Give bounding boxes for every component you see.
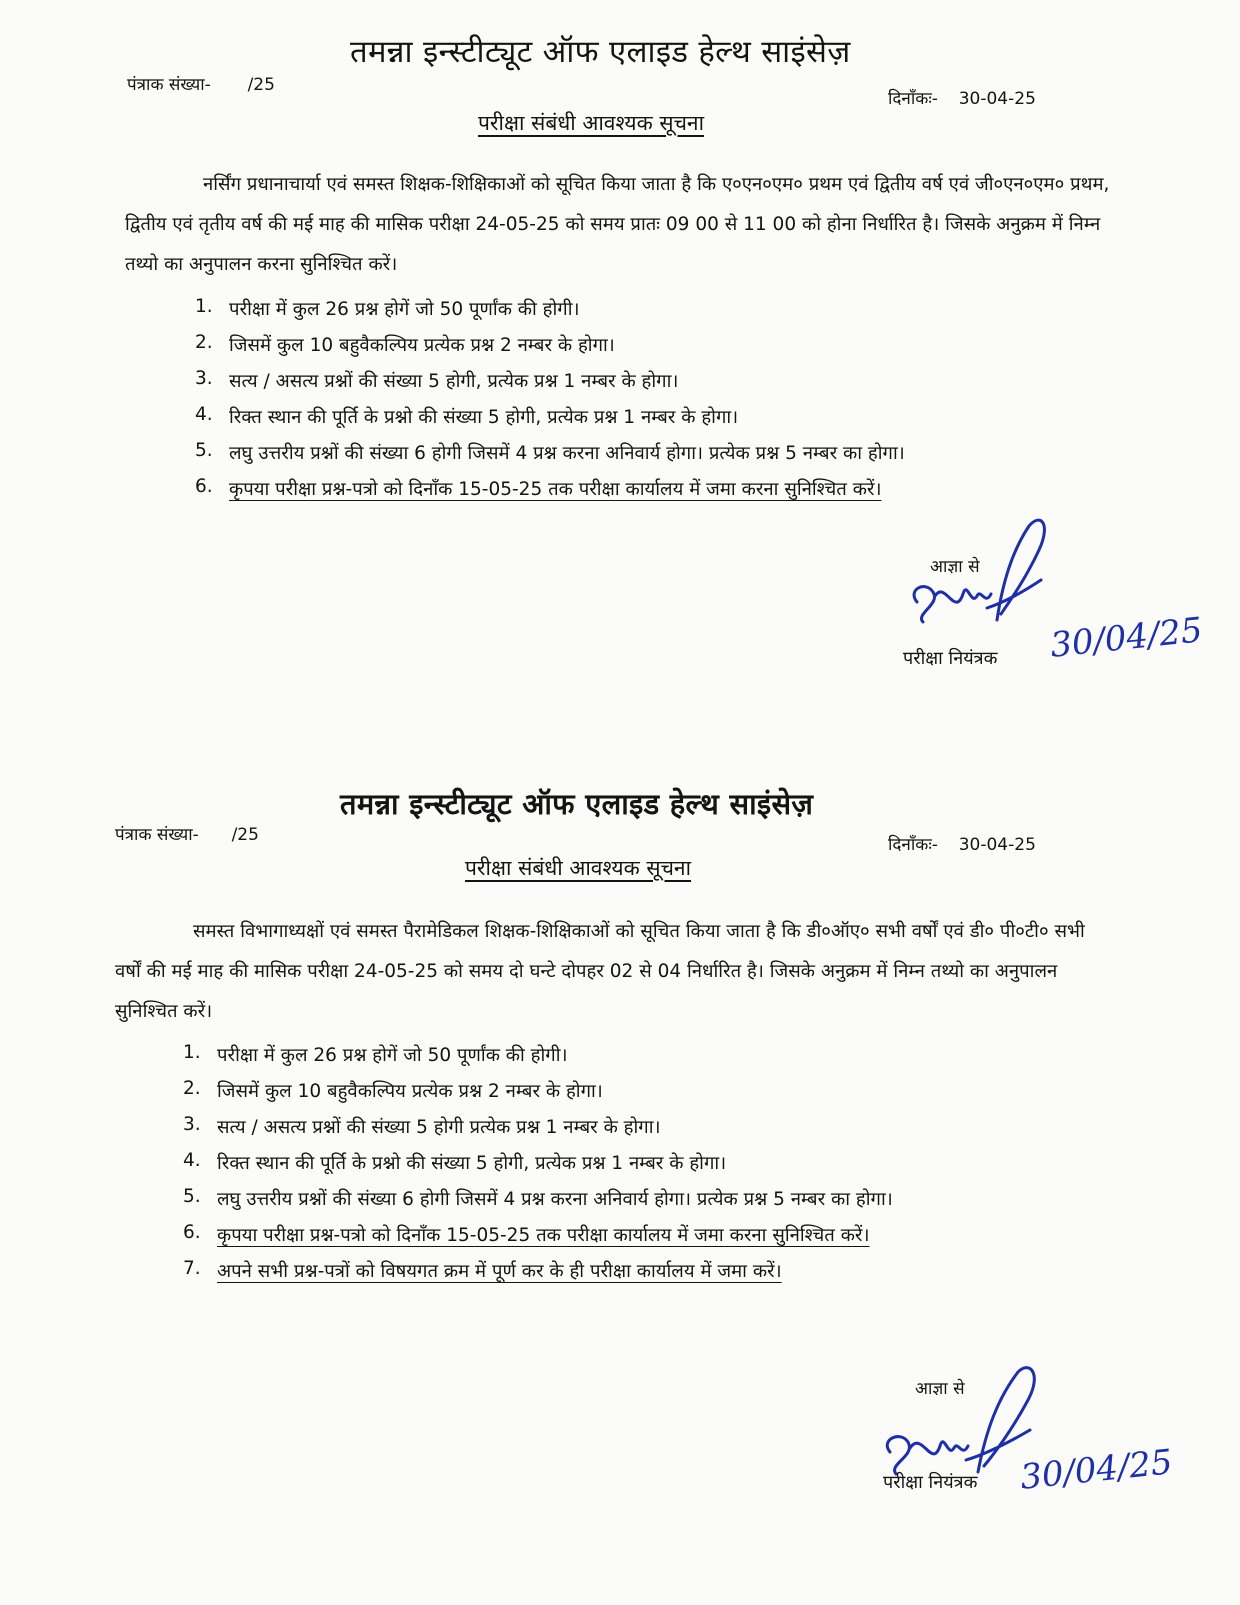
date-label: दिनाँकः- xyxy=(888,835,938,855)
signature-date: 30/04/25 xyxy=(1048,610,1205,666)
letter-number-value: /25 xyxy=(247,75,275,95)
notice-date xyxy=(888,832,1036,855)
notice-1 xyxy=(0,0,1240,760)
by-order-text: आज्ञा से xyxy=(930,557,980,577)
list-item: 4. रिक्त स्थान की पूर्ति के प्रश्नो की संख्या 5 होगी, प्रत्येक प्रश्न 1 नम्बर के होगा। xyxy=(183,1150,727,1174)
by-order-text: आज्ञा से xyxy=(915,1379,965,1399)
notice-date xyxy=(888,86,1036,109)
date-value: 30-04-25 xyxy=(958,835,1036,855)
institute-title: तमन्ना इन्स्टीट्यूट ऑफ एलाइड हेल्थ साइंसेज़ xyxy=(340,787,814,821)
letter-number-label: पंत्राक संख्या- xyxy=(127,75,211,95)
institute-title: तमन्ना इन्स्टीट्यूट ऑफ एलाइड हेल्थ साइंसेज़ xyxy=(350,34,851,70)
notice-subject: परीक्षा संबंधी आवश्यक सूचना xyxy=(465,856,692,880)
notice-paragraph: समस्त विभागाध्यक्षों एवं समस्त पैरामेडिकल शिक्षक-शिक्षिकाओं को सूचित किया जाता है कि डी०ऑए० सभी वर्षों एवं डी० पी०टी० सभी वर्षों की मई माह की मासिक परीक्षा 24-05-25 को समय दो घन्टे दोपहर 02 से 04 निर्धारित है। जिसके अनुक्रम में निम्न तथ्यो का अनुपालन सुनिश्चित करें। xyxy=(115,921,1085,1022)
list-item: 3. सत्य / असत्य प्रश्नों की संख्या 5 होगी प्रत्येक प्रश्न 1 नम्बर के होगा। xyxy=(183,1114,661,1138)
list-item: 6. कृपया परीक्षा प्रश्न-पत्रो को दिनाँक 15-05-25 तक परीक्षा कार्यालय में जमा करना सुनिश्चित करें। xyxy=(195,476,882,500)
list-item: 3. सत्य / असत्य प्रश्नों की संख्या 5 होगी, प्रत्येक प्रश्न 1 नम्बर के होगा। xyxy=(195,368,679,392)
instruction-list xyxy=(195,296,905,512)
letter-number-value: /25 xyxy=(231,825,259,845)
list-item: 5. लघु उत्तरीय प्रश्नों की संख्या 6 होगी जिसमें 4 प्रश्न करना अनिवार्य होगा। प्रत्येक प्रश्न 5 नम्बर का होगा। xyxy=(195,440,905,464)
instruction-list xyxy=(183,1042,893,1294)
exam-controller-title: परीक्षा नियंत्रक xyxy=(883,1472,978,1493)
list-item: 2. जिसमें कुल 10 बहुवैकल्पिय प्रत्येक प्रश्न 2 नम्बर के होगा। xyxy=(183,1078,603,1102)
list-item: 2. जिसमें कुल 10 बहुवैकल्पिय प्रत्येक प्रश्न 2 नम्बर के होगा। xyxy=(195,332,615,356)
list-item: 4. रिक्त स्थान की पूर्ति के प्रश्नो की संख्या 5 होगी, प्रत्येक प्रश्न 1 नम्बर के होगा। xyxy=(195,404,739,428)
exam-controller-title: परीक्षा नियंत्रक xyxy=(903,648,998,669)
list-item: 1. परीक्षा में कुल 26 प्रश्न होगें जो 50 पूर्णांक की होगी। xyxy=(195,296,580,320)
list-item: 5. लघु उत्तरीय प्रश्नों की संख्या 6 होगी जिसमें 4 प्रश्न करना अनिवार्य होगा। प्रत्येक प्रश्न 5 नम्बर का होगा। xyxy=(183,1186,893,1210)
notice-paragraph: नर्सिंग प्रधानाचार्या एवं समस्त शिक्षक-शिक्षिकाओं को सूचित किया जाता है कि ए०एन०एम० प्रथम एवं द्वितीय वर्ष एवं जी०एन०एम० प्रथम, द्वितीय एवं तृतीय वर्ष की मई माह की मासिक परीक्षा 24-05-25 को समय प्रातः 09 00 से 11 00 को होना निर्धारित है। जिसके अनुक्रम में निम्न तथ्यो का अनुपालन करना सुनिश्चित करें। xyxy=(125,174,1110,275)
list-item: 7. अपने सभी प्रश्न-पत्रों को विषयगत क्रम में पूर्ण कर के ही परीक्षा कार्यालय में जमा करें। xyxy=(183,1258,782,1282)
notice-2 xyxy=(0,760,1240,1605)
date-label: दिनाँकः- xyxy=(888,89,938,109)
letter-number xyxy=(115,822,259,845)
notice-subject: परीक्षा संबंधी आवश्यक सूचना xyxy=(478,111,705,135)
list-item: 1. परीक्षा में कुल 26 प्रश्न होगें जो 50 पूर्णांक की होगी। xyxy=(183,1042,568,1066)
signature-scribble xyxy=(905,510,1055,650)
letter-number xyxy=(127,72,275,95)
list-item: 6. कृपया परीक्षा प्रश्न-पत्रो को दिनाँक 15-05-25 तक परीक्षा कार्यालय में जमा करना सुनिश्चित करें। xyxy=(183,1222,870,1246)
date-value: 30-04-25 xyxy=(958,89,1036,109)
letter-number-label: पंत्राक संख्या- xyxy=(115,825,199,845)
signature-date: 30/04/25 xyxy=(1018,1442,1175,1498)
